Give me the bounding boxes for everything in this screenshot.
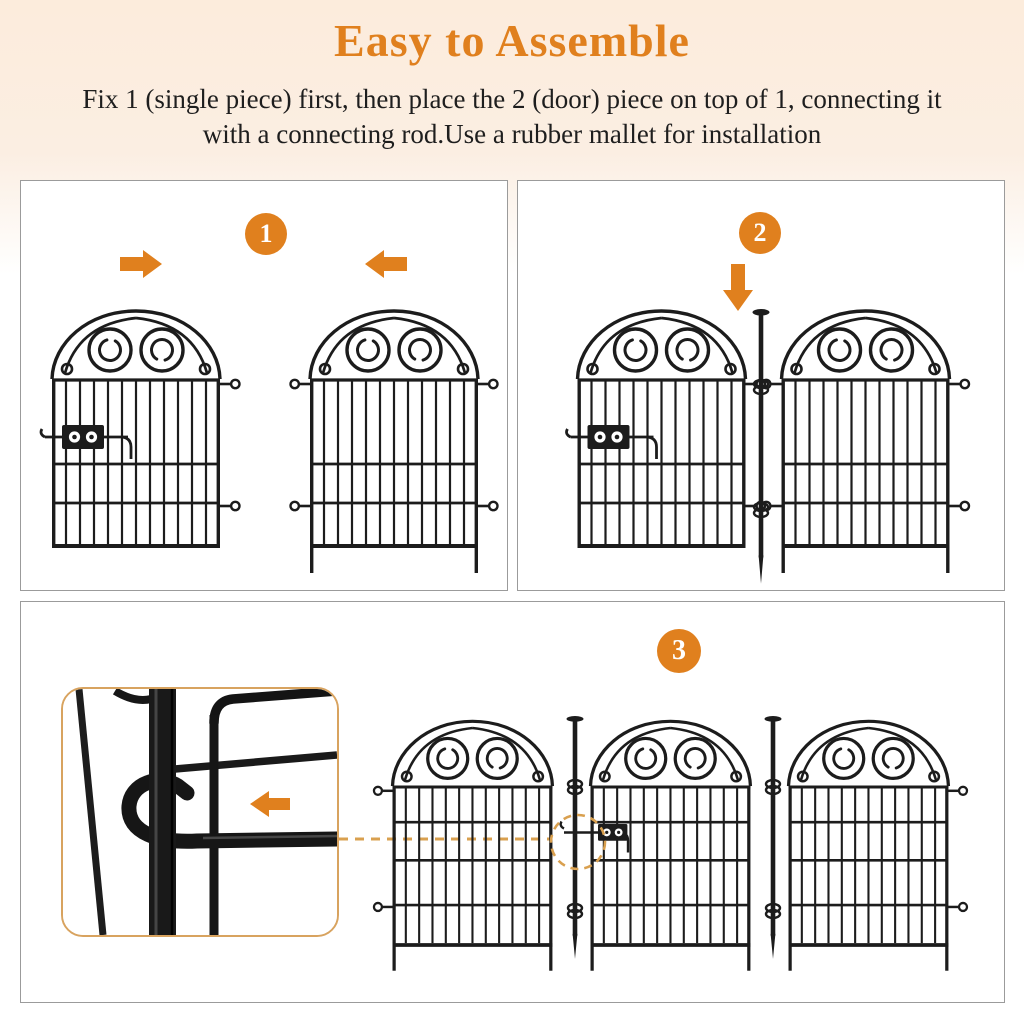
fence-piece-with-latch: [567, 311, 766, 548]
fence-piece-with-latch: [41, 311, 240, 548]
fence-piece-3: [789, 721, 968, 970]
fence-piece-1: [374, 721, 552, 970]
step-2-badge: 2: [739, 212, 781, 254]
panel-step-3: [20, 601, 1005, 1003]
step-1-badge: 1: [245, 213, 287, 255]
panel-step-1: [20, 180, 508, 591]
connecting-rod: [765, 716, 782, 959]
fence-piece-with-stakes: [762, 311, 969, 573]
connection-detail-photo: [63, 689, 337, 935]
connecting-rod: [753, 309, 770, 584]
subtitle-line-1: Fix 1 (single piece) first, then place the 2 (door) piece on top of 1, connecting it: [82, 84, 942, 114]
step-1-illustration: [21, 181, 509, 592]
fence-piece-2-door: [591, 721, 751, 970]
step-3-badge: 3: [657, 629, 701, 673]
fence-piece-with-stakes: [291, 311, 498, 573]
page-title: Easy to Assemble: [334, 15, 690, 66]
panel-step-2: [517, 180, 1005, 591]
connecting-rod: [567, 716, 584, 959]
dashed-highlight-circle: [551, 815, 605, 869]
connection-detail-inset: [61, 687, 339, 937]
step-2-illustration: [518, 181, 1006, 592]
subtitle-line-2: with a connecting rod.Use a rubber mallet for installation: [202, 119, 822, 149]
page-subtitle: [0, 82, 1024, 152]
